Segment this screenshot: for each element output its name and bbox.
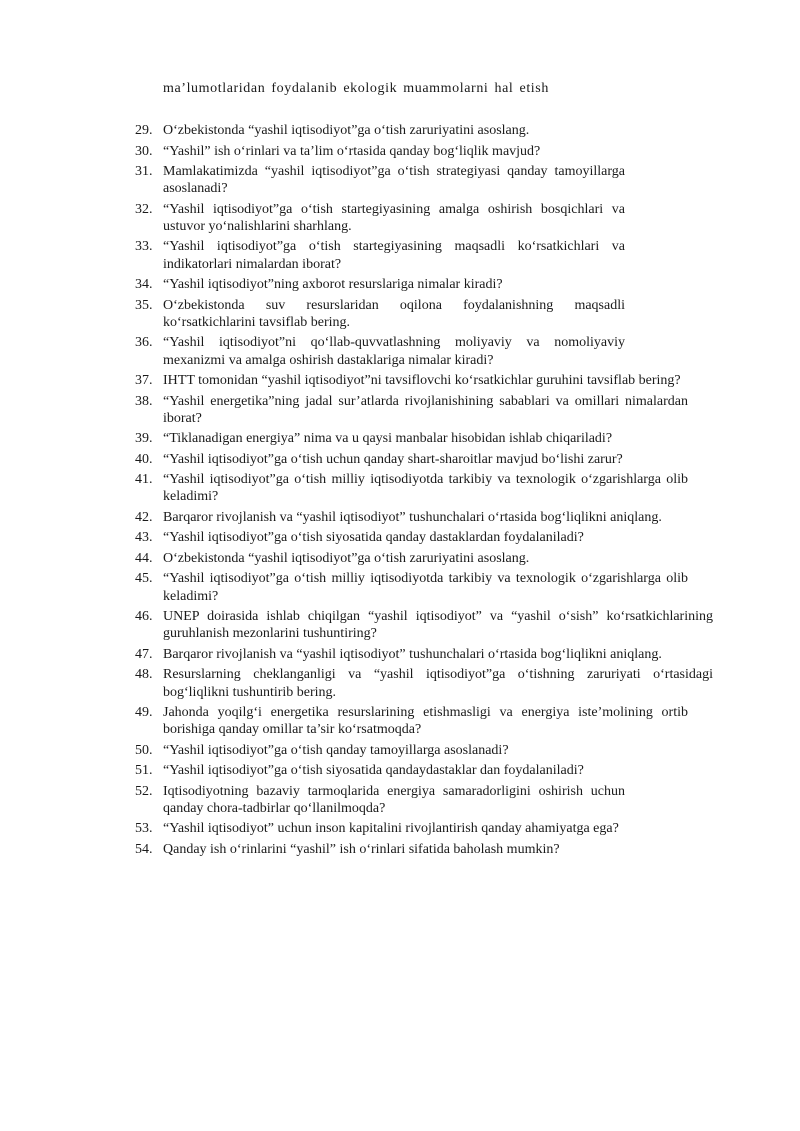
item-text: “Yashil iqtisodiyot”ni qo‘llab-quvvatlashning moliyaviy va nomoliyaviy mexanizmi va amalga oshirish dastaklariga nimalar kiradi? (163, 335, 625, 368)
item-number: 38. (135, 393, 153, 409)
item-text: IHTT tomonidan “yashil iqtisodiyot”ni tavsiflovchi ko‘rsatkichlar guruhini tavsiflab bering? (163, 373, 681, 389)
list-item (135, 666, 715, 700)
item-text: O‘zbekistonda “yashil iqtisodiyot”ga o‘tish zaruriyatini asoslang. (163, 550, 530, 566)
item-text: Iqtisodiyotning bazaviy tarmoqlarida energiya samaradorligini oshirish uchun qanday chora-tadbirlar qo‘llanilmoqda? (163, 783, 625, 816)
item-text: “Yashil iqtisodiyot”ga o‘tish siyosatida qandaydastaklar dan foydalaniladi? (163, 763, 584, 779)
item-number: 52. (135, 783, 153, 799)
list-item (135, 841, 715, 858)
list-item (135, 297, 715, 331)
item-number: 45. (135, 571, 153, 587)
item-text: Jahonda yoqilg‘i energetika resurslarining etishmasligi va energiya iste’molining ortib borishiga qanday omillar ta’sir ko‘rsatmoqda? (163, 705, 688, 738)
list-item (135, 238, 715, 272)
item-text: “Yashil” ish o‘rinlari va ta’lim o‘rtasida qanday bog‘liqlik mavjud? (163, 143, 541, 159)
item-number: 32. (135, 201, 153, 217)
list-item (135, 550, 715, 567)
item-number: 40. (135, 451, 153, 467)
list-item (135, 334, 715, 368)
item-text: Barqaror rivojlanish va “yashil iqtisodiyot” tushunchalari o‘rtasida bog‘liqlikni aniqlang. (163, 646, 662, 662)
item-text: “Yashil iqtisodiyot”ning axborot resurslariga nimalar kiradi? (163, 277, 503, 293)
item-number: 33. (135, 239, 153, 255)
item-text: “Yashil iqtisodiyot”ga o‘tish milliy iqtisodiyotda tarkibiy va texnologik o‘zgarishlarga olib keladimi? (163, 571, 688, 604)
item-number: 50. (135, 742, 153, 758)
list-item (135, 646, 715, 663)
list-item (135, 529, 715, 546)
item-number: 41. (135, 472, 153, 488)
item-text: Mamlakatimizda “yashil iqtisodiyot”ga o‘tish strategiyasi qanday tamoyillarga asoslanadi? (163, 164, 625, 197)
item-number: 44. (135, 550, 153, 566)
item-text: O‘zbekistonda “yashil iqtisodiyot”ga o‘tish zaruriyatini asoslang. (163, 123, 530, 138)
item-text: Barqaror rivojlanish va “yashil iqtisodiyot” tushunchalari o‘rtasida bog‘liqlikni aniqlang. (163, 509, 662, 525)
item-number: 34. (135, 277, 153, 293)
list-item (135, 143, 715, 160)
list-item (135, 762, 715, 779)
item-text: “Yashil iqtisodiyot”ga o‘tish startegiyasining maqsadli ko‘rsatkichlari va indikatorlari nimalardan iborat? (163, 239, 625, 272)
list-item (135, 122, 715, 139)
item-text: “Yashil iqtisodiyot”ga o‘tish uchun qanday shart-sharoitlar mavjud bo‘lishi zarur? (163, 451, 623, 467)
item-text: “Yashil iqtisodiyot” uchun inson kapitalini rivojlantirish qanday ahamiyatga ega? (163, 821, 619, 837)
item-number: 37. (135, 373, 153, 389)
item-number: 35. (135, 297, 153, 313)
item-number: 48. (135, 667, 153, 683)
item-number: 42. (135, 509, 153, 525)
item-number: 36. (135, 335, 153, 351)
item-text: O‘zbekistonda suv resurslaridan oqilona foydalanishning maqsadli ko‘rsatkichlarini tavsiflab bering. (163, 297, 625, 330)
list-item (135, 393, 715, 427)
item-text: “Tiklanadigan energiya” nima va u qaysi manbalar hisobidan ishlab chiqariladi? (163, 431, 613, 447)
item-number: 47. (135, 646, 153, 662)
item-text: UNEP doirasida ishlab chiqilgan “yashil iqtisodiyot” va “yashil o‘sish” ko‘rsatkichlarining guruhlanish mezonlarini tushuntiring? (163, 609, 713, 642)
item-number: 43. (135, 530, 153, 546)
list-item (135, 820, 715, 837)
list-item (135, 471, 715, 505)
continuation-line: ma’lumotlaridan foydalanib ekologik muammolarni hal etish (163, 81, 549, 96)
item-text: “Yashil iqtisodiyot”ga o‘tish siyosatida qanday dastaklardan foydalaniladi? (163, 530, 584, 546)
item-number: 54. (135, 841, 153, 857)
item-text: “Yashil iqtisodiyot”ga o‘tish startegiyasining amalga oshirish bosqichlari va ustuvor yo‘nalishlarini sharhlang. (163, 201, 625, 234)
list-item (135, 451, 715, 468)
list-item (135, 783, 715, 817)
item-number: 30. (135, 143, 153, 159)
list-item (135, 509, 715, 526)
item-number: 46. (135, 609, 153, 625)
item-text: Resurslarning cheklanganligi va “yashil iqtisodiyot”ga o‘tishning zaruriyati o‘rtasidagi bog‘liqlikni tushuntirib bering. (163, 667, 713, 700)
list-item (135, 570, 715, 604)
list-item (135, 201, 715, 235)
item-number: 31. (135, 164, 153, 179)
list-item (135, 608, 715, 642)
item-text: Qanday ish o‘rinlarini “yashil” ish o‘rinlari sifatida baholash mumkin? (163, 841, 560, 857)
list-item (135, 276, 715, 293)
list-item (135, 372, 715, 389)
list-item (135, 430, 715, 447)
item-number: 49. (135, 705, 153, 721)
item-number: 53. (135, 821, 153, 837)
item-text: “Yashil iqtisodiyot”ga o‘tish qanday tamoyillarga asoslanadi? (163, 742, 509, 758)
question-list (135, 122, 715, 861)
item-number: 29. (135, 123, 153, 138)
list-item (135, 742, 715, 759)
list-item (135, 163, 715, 197)
item-number: 51. (135, 763, 153, 779)
item-number: 39. (135, 431, 153, 447)
list-item (135, 704, 715, 738)
item-text: “Yashil iqtisodiyot”ga o‘tish milliy iqtisodiyotda tarkibiy va texnologik o‘zgarishlarga olib keladimi? (163, 472, 688, 505)
item-text: “Yashil energetika”ning jadal sur’atlarda rivojlanishining sabablari va omillari nimalardan iborat? (163, 393, 688, 426)
